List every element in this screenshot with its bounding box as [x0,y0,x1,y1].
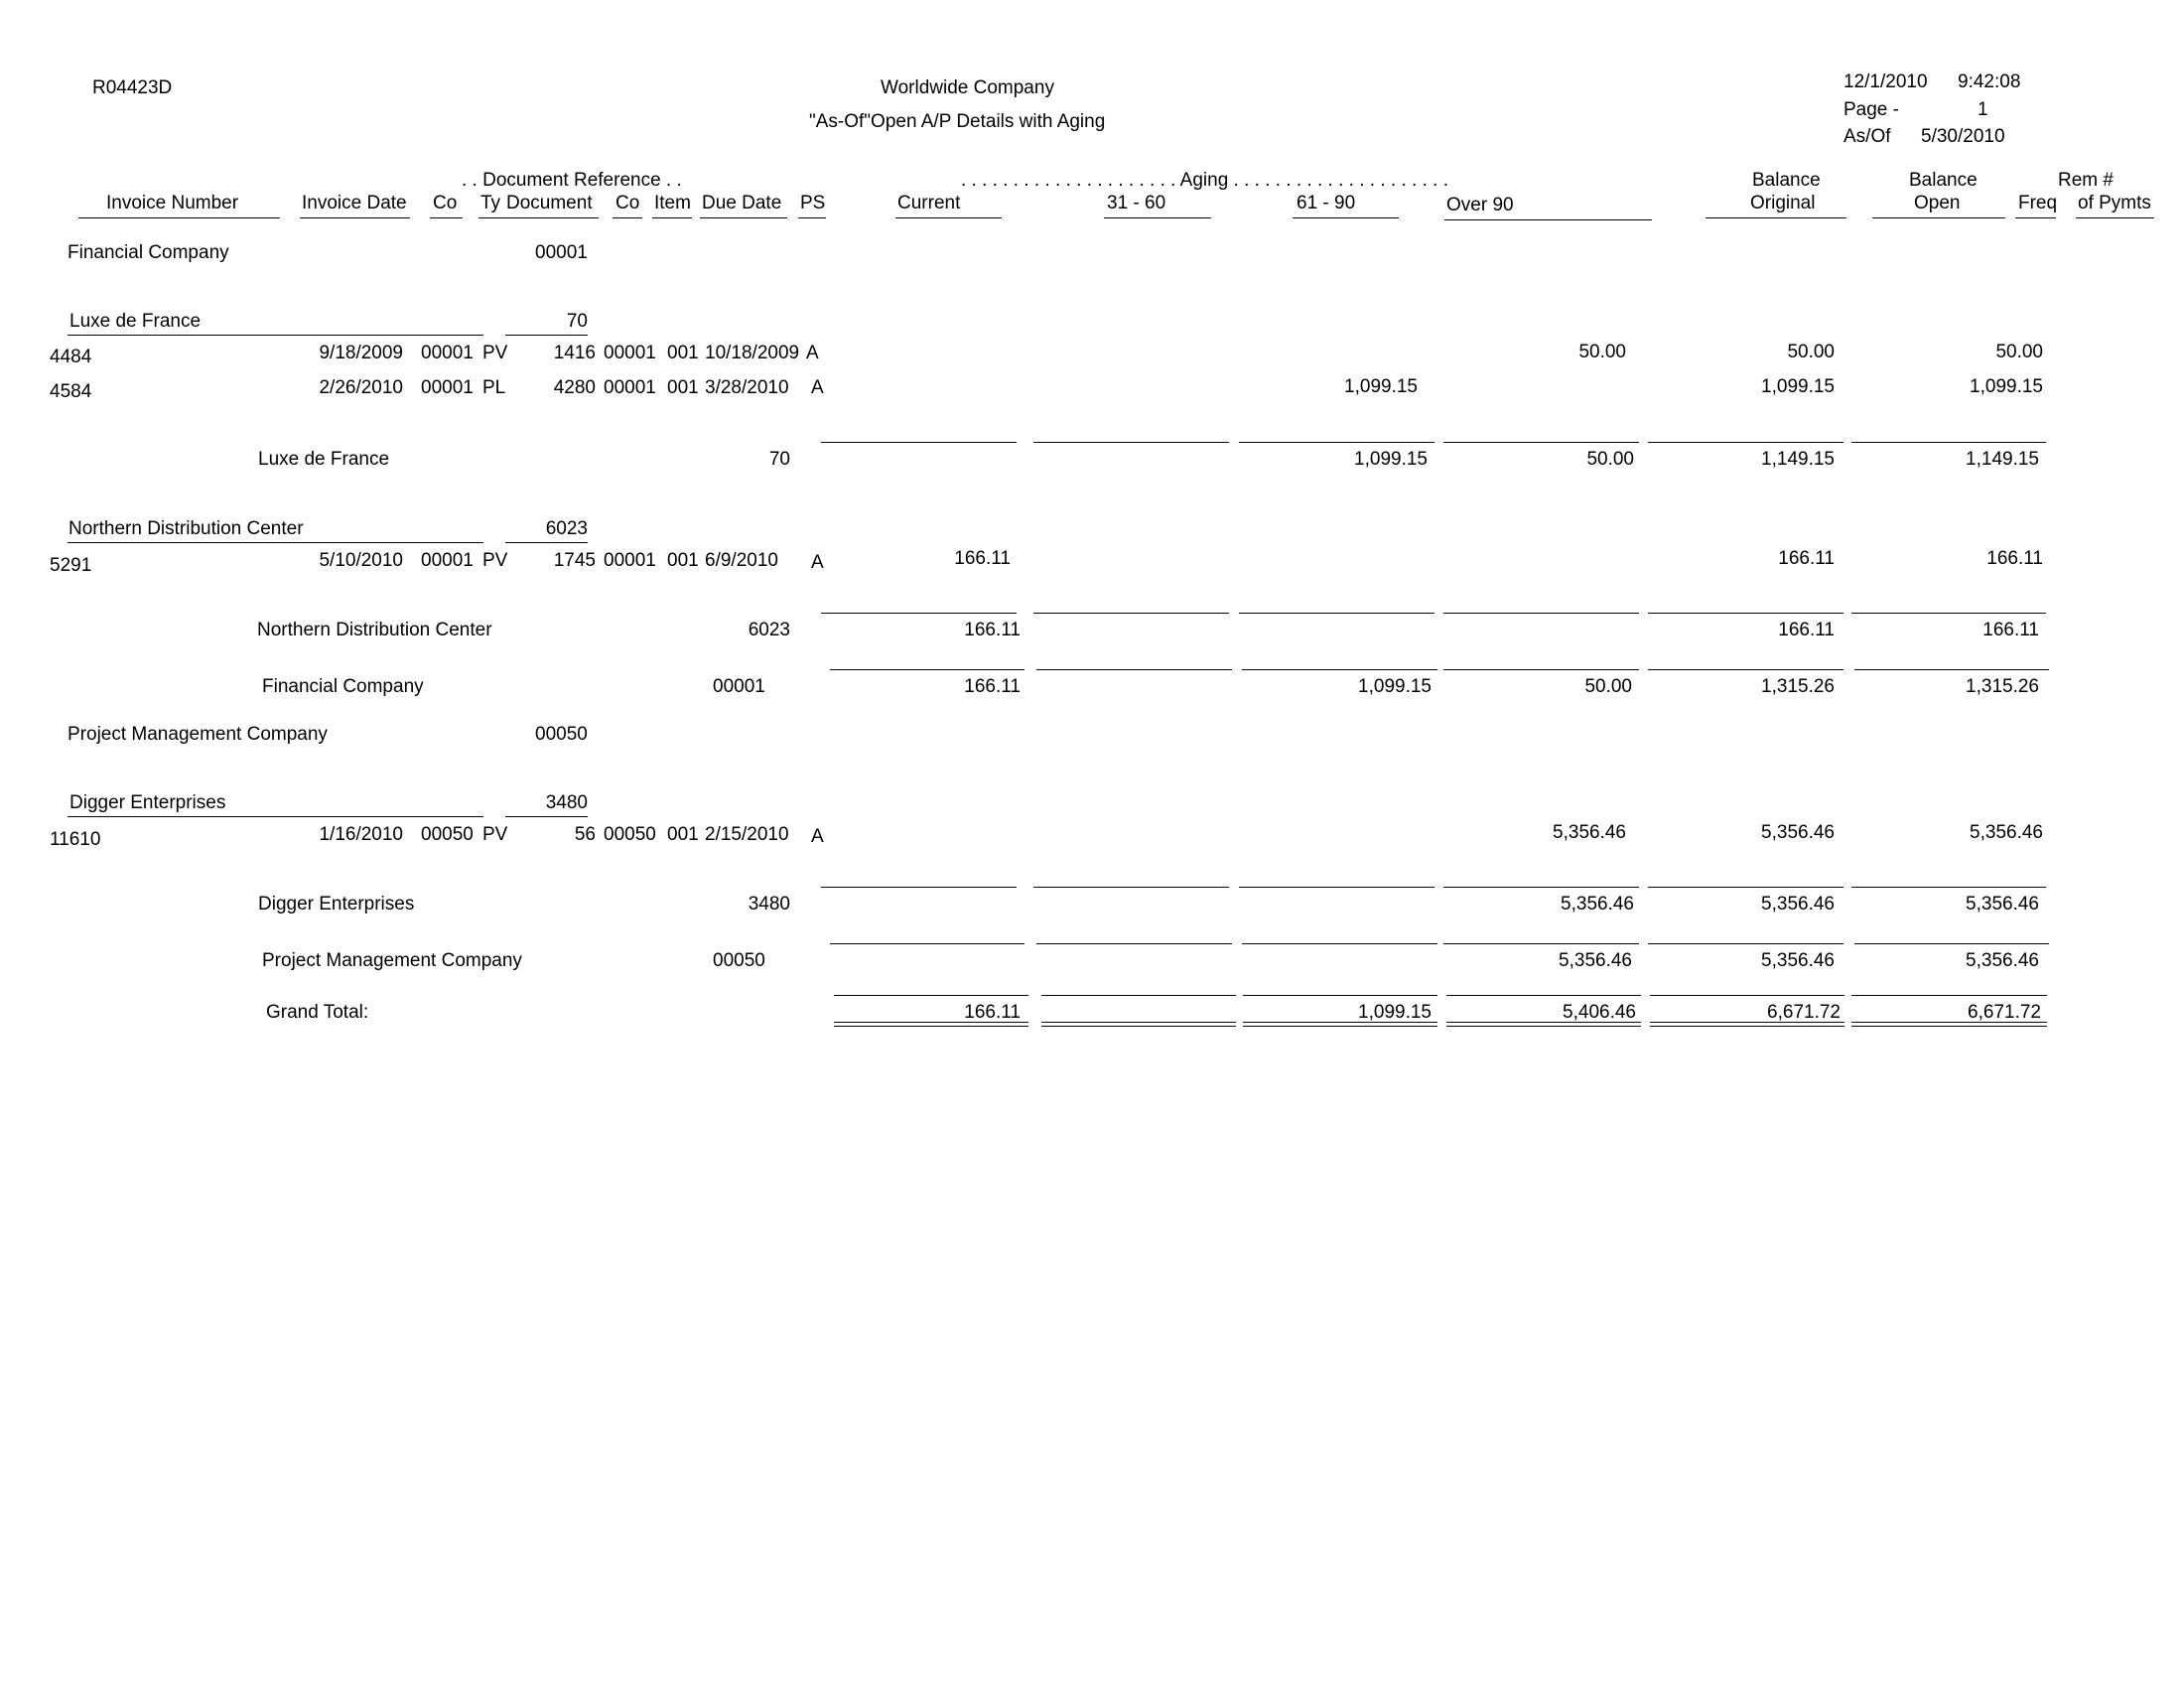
subtotal-rule [1443,887,1639,888]
col-open: Open [1914,193,1961,213]
company-total-rule [830,669,1024,670]
subtotal-rule [1239,613,1434,614]
header-underline [1706,217,1846,218]
total-open: 166.11 [1982,620,2039,640]
supplier-underline [68,542,483,543]
balance-original: 5,356.46 [1761,822,1835,843]
company-heading-name: Financial Company [68,242,229,263]
col-item: Item [654,193,691,213]
total-over-90: 50.00 [1586,449,1634,470]
header-underline [78,217,280,218]
company-total-rule [830,943,1024,944]
grand-total-double-rule [1446,1022,1641,1027]
pay-status: A [811,552,824,573]
due-date: 3/28/2010 [705,377,789,398]
company-heading-code: 00001 [535,242,588,263]
subtotal-rule [1851,442,2046,443]
company-total-rule [1443,669,1639,670]
invoice-co: 00050 [421,824,474,845]
total-original: 166.11 [1778,620,1835,640]
grand-total-rule [1041,995,1236,996]
header-underline [478,217,599,218]
invoice-date: 2/26/2010 [319,377,403,398]
col-ty: Ty [480,193,501,213]
grand-total-original: 6,671.72 [1767,1002,1841,1023]
total-open: 5,356.46 [1966,894,2039,914]
total-original: 1,315.26 [1761,676,1835,697]
asof-label: As/Of [1843,126,1891,147]
col-rem-pymts: of Pymts [2078,193,2151,213]
supplier-underline [505,335,588,336]
col-31-60: 31 - 60 [1107,193,1166,213]
supplier-heading-name: Luxe de France [69,311,202,332]
subtotal-rule [1648,442,1843,443]
grand-total-open: 6,671.72 [1968,1002,2041,1023]
col-invoice-date: Invoice Date [302,193,407,213]
due-date: 10/18/2009 [705,343,800,363]
company-heading-code: 00050 [535,724,588,745]
header-underline [613,217,642,218]
col-document: Document [506,193,593,213]
col-doc-co: Co [615,193,640,213]
doc-co: 00001 [604,550,656,571]
header-underline [700,217,787,218]
supplier-heading-number: 70 [566,311,588,332]
header-underline [2015,217,2056,218]
grand-total-label: Grand Total: [266,1002,369,1023]
supplier-total-number: 3480 [748,894,790,914]
grand-total-double-rule [1851,1022,2047,1027]
balance-original: 166.11 [1778,548,1835,569]
grand-total-current: 166.11 [964,1002,1021,1023]
supplier-heading-name: Digger Enterprises [69,792,226,813]
total-over-90: 5,356.46 [1559,950,1632,971]
total-over-90: 5,356.46 [1561,894,1634,914]
header-underline [895,217,1002,218]
invoice-date: 1/16/2010 [319,824,403,845]
supplier-total-label: Northern Distribution Center [257,620,492,640]
total-over-90: 50.00 [1584,676,1632,697]
pay-status: A [806,343,819,363]
subtotal-rule [1443,442,1639,443]
grand-total-61-90: 1,099.15 [1358,1002,1432,1023]
grand-total-rule [1851,995,2047,996]
aging-group-header: . . . . . . . . . . . . . . . . . . . . . Aging . . . . . . . . . . . . . . . . . . . . . [961,170,1448,191]
supplier-total-label: Luxe de France [258,449,390,470]
company-total-rule [1242,943,1437,944]
balance-open: 166.11 [1986,548,2043,569]
header-underline [1444,219,1652,220]
col-invoice-number: Invoice Number [106,193,239,213]
total-61-90: 1,099.15 [1354,449,1428,470]
company-total-rule [1854,943,2049,944]
doc-type: PV [482,343,508,363]
document-number: 1745 [553,550,596,571]
company-total-code: 00001 [713,676,765,697]
balance-open: 1,099.15 [1970,376,2043,397]
company-heading-name: Project Management Company [68,724,328,745]
supplier-underline [505,542,588,543]
col-over-90: Over 90 [1446,195,1514,215]
col-original: Original [1750,193,1816,213]
total-open: 1,149.15 [1966,449,2039,470]
balance-open: 5,356.46 [1970,822,2043,843]
supplier-underline [68,335,483,336]
doc-co: 00001 [604,343,656,363]
subtotal-rule [1443,613,1639,614]
invoice-co: 00001 [421,377,474,398]
total-61-90: 1,099.15 [1358,676,1432,697]
header-underline [1872,217,2005,218]
header-underline [1104,217,1211,218]
supplier-heading-name: Northern Distribution Center [68,518,304,539]
balance-original: 50.00 [1787,342,1835,362]
amount-current: 166.11 [954,548,1011,569]
amount-over-90: 5,356.46 [1553,822,1626,843]
document-number: 4280 [553,377,596,398]
invoice-number: 4484 [50,347,92,367]
doc-item: 001 [667,343,699,363]
header-underline [430,217,463,218]
subtotal-rule [821,613,1017,614]
rem-pymts-header-1: Rem # [2058,170,2114,191]
doc-co: 00001 [604,377,656,398]
supplier-total-label: Digger Enterprises [258,894,415,914]
document-number: 1416 [553,343,596,363]
header-underline [2076,217,2154,218]
invoice-co: 00001 [421,343,474,363]
balance-original: 1,099.15 [1761,376,1835,397]
run-time: 9:42:08 [1958,71,2021,92]
balance-original-header-1: Balance [1752,170,1821,191]
grand-total-rule [1446,995,1641,996]
header-underline [798,217,826,218]
report-title: "As-Of"Open A/P Details with Aging [809,111,1106,132]
subtotal-rule [1648,613,1843,614]
header-underline [300,217,410,218]
company-name: Worldwide Company [881,77,1054,98]
page-number: 1 [1978,99,1988,120]
invoice-date: 5/10/2010 [319,550,403,571]
invoice-co: 00001 [421,550,474,571]
grand-total-over-90: 5,406.46 [1563,1002,1636,1023]
total-current: 166.11 [964,620,1021,640]
company-total-rule [1036,669,1232,670]
invoice-number: 4584 [50,381,92,402]
grand-total-double-rule [1041,1022,1236,1027]
header-underline [652,217,692,218]
grand-total-double-rule [1243,1022,1437,1027]
invoice-number: 5291 [50,555,92,576]
subtotal-rule [1033,887,1229,888]
subtotal-rule [821,887,1017,888]
company-total-label: Financial Company [262,676,424,697]
supplier-underline [68,816,483,817]
doc-item: 001 [667,550,699,571]
doc-type: PV [482,824,508,845]
subtotal-rule [1033,442,1229,443]
balance-open-header-1: Balance [1909,170,1978,191]
total-open: 5,356.46 [1966,950,2039,971]
grand-total-rule [1650,995,1844,996]
due-date: 2/15/2010 [705,824,789,845]
grand-total-double-rule [1650,1022,1844,1027]
company-total-rule [1443,943,1639,944]
header-underline [1293,217,1399,218]
pay-status: A [811,826,824,847]
total-current: 166.11 [964,676,1021,697]
company-total-rule [1036,943,1232,944]
amount-61-90: 1,099.15 [1344,376,1418,397]
supplier-total-number: 70 [768,449,790,470]
company-total-rule [1242,669,1437,670]
subtotal-rule [821,442,1017,443]
total-original: 5,356.46 [1761,894,1835,914]
run-date: 12/1/2010 [1843,71,1928,92]
subtotal-rule [1239,887,1434,888]
subtotal-rule [1033,613,1229,614]
grand-total-rule [834,995,1028,996]
subtotal-rule [1851,887,2046,888]
amount-over-90: 50.00 [1578,342,1626,362]
col-co: Co [433,193,458,213]
company-total-rule [1854,669,2049,670]
page-label: Page - [1843,99,1899,120]
subtotal-rule [1239,442,1434,443]
total-original: 5,356.46 [1761,950,1835,971]
subtotal-rule [1648,887,1843,888]
company-total-label: Project Management Company [262,950,522,971]
subtotal-rule [1851,613,2046,614]
col-61-90: 61 - 90 [1297,193,1356,213]
asof-date: 5/30/2010 [1921,126,2005,147]
total-original: 1,149.15 [1761,449,1835,470]
supplier-underline [505,816,588,817]
report-id: R04423D [92,77,173,98]
supplier-heading-number: 6023 [545,518,588,539]
doc-type: PL [482,377,506,398]
document-number: 56 [574,824,596,845]
pay-status: A [811,377,824,398]
doc-item: 001 [667,824,699,845]
company-total-code: 00050 [713,950,765,971]
company-total-rule [1648,669,1843,670]
doc-item: 001 [667,377,699,398]
doc-co: 00050 [604,824,656,845]
col-current: Current [897,193,961,213]
col-freq: Freq [2018,193,2058,213]
invoice-date: 9/18/2009 [319,343,403,363]
invoice-number: 11610 [50,829,101,850]
doc-ref-group-header: . . Document Reference . . [462,170,682,191]
total-open: 1,315.26 [1966,676,2039,697]
supplier-total-number: 6023 [748,620,790,640]
col-due-date: Due Date [702,193,782,213]
grand-total-rule [1243,995,1437,996]
doc-type: PV [482,550,508,571]
grand-total-double-rule [834,1022,1028,1027]
col-ps: PS [800,193,826,213]
balance-open: 50.00 [1995,342,2043,362]
company-total-rule [1648,943,1843,944]
due-date: 6/9/2010 [705,550,778,571]
supplier-heading-number: 3480 [545,792,588,813]
